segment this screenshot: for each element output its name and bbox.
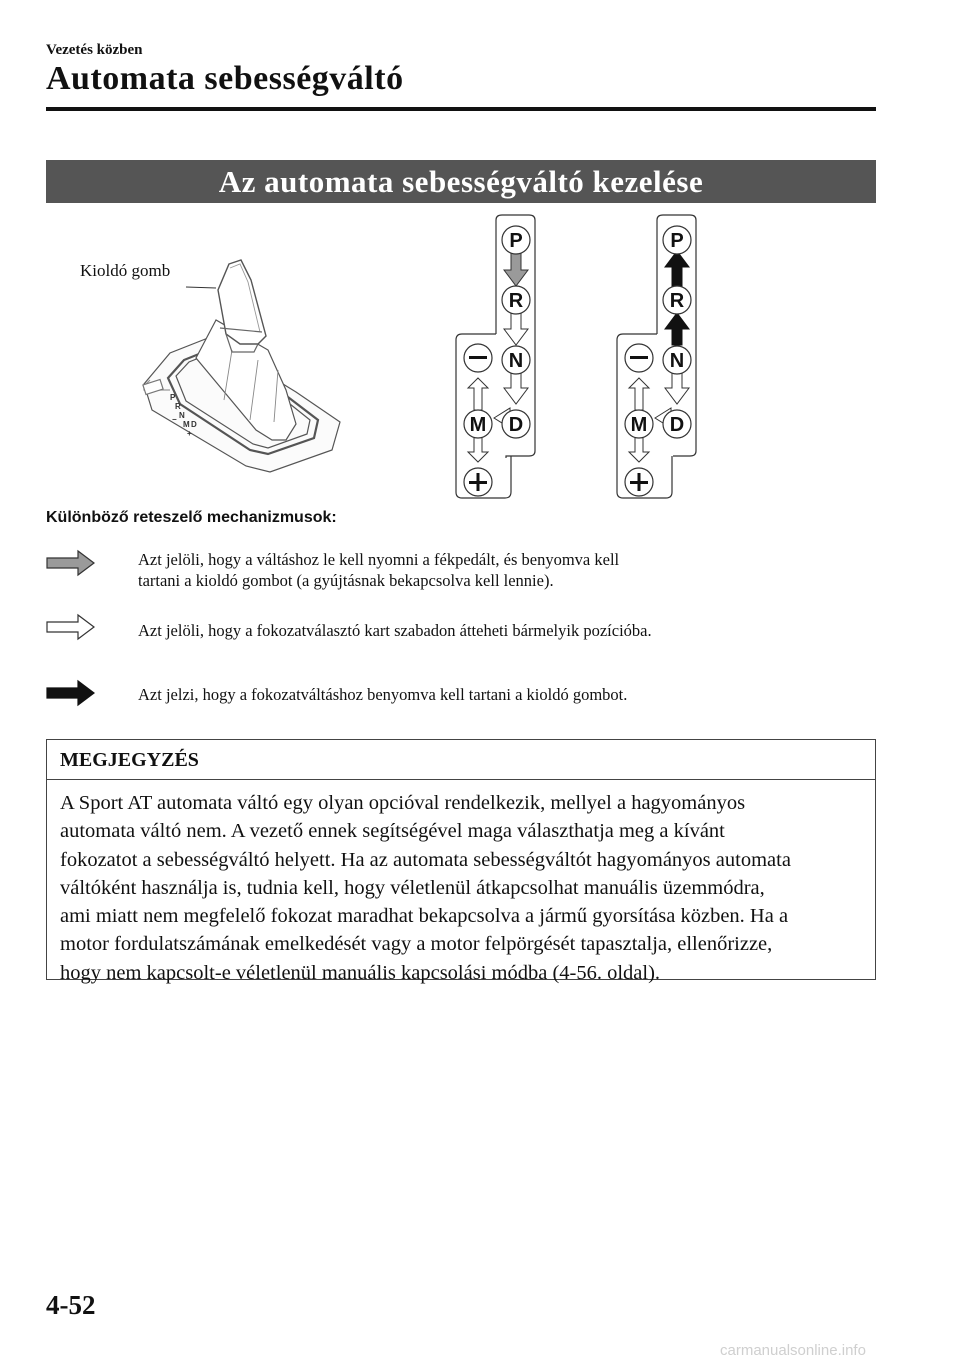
watermark: carmanualsonline.info — [720, 1342, 866, 1359]
page-title: Automata sebességváltó — [46, 60, 404, 97]
gate-letter-n: N — [669, 350, 685, 372]
page-number: 4-52 — [46, 1290, 96, 1320]
note-heading: MEGJEGYZÉS — [47, 740, 875, 780]
gate-letter-p: P — [509, 230, 523, 252]
outline-arrow — [504, 373, 528, 404]
title-rule — [46, 107, 876, 111]
note-line: motor fordulatszámának emelkedését vagy a motor felpörgését tapasztalja, ellenőrizze, — [60, 933, 773, 956]
section-kicker: Vezetés közben — [46, 42, 143, 58]
gate-letter-m: M — [630, 414, 648, 436]
section-banner: Az automata sebességváltó kezelése — [46, 160, 876, 203]
note-box — [46, 739, 876, 984]
black-arrow — [665, 251, 689, 286]
shifter-figure — [46, 210, 876, 510]
outline-arrow — [629, 436, 649, 462]
gate-letter-m: M — [469, 414, 487, 436]
note-line: ami miatt nem megfelelő fokozat maradhat bekapcsolva a jármű gyorsítása közben. Ha a — [60, 905, 789, 928]
gate-diagram-2 — [617, 215, 696, 498]
legend-item-black: Azt jelzi, hogy a fokozatváltáshoz benyomva kell tartani a kioldó gombot. — [138, 685, 628, 704]
note-line: automata váltó nem. A vezető ennek segítségével maga választhatja meg a kívánt — [60, 820, 725, 843]
gate-letter-r: R — [508, 290, 524, 312]
outline-arrow — [504, 313, 528, 345]
black-arrow — [665, 313, 689, 345]
legend-item-gray: Azt jelöli, hogy a váltáshoz le kell nyomni a fékpedált, és benyomva kell tartani a kioldó gombot (a gyújtásnak bekapcsolva kell lennie). — [138, 550, 620, 590]
gray-arrow-icon — [46, 548, 96, 578]
gate-diagram-1 — [456, 214, 535, 500]
plate-mark: − — [172, 415, 177, 424]
plate-mark: M — [183, 420, 190, 429]
outline-arrow-icon — [46, 612, 96, 642]
shift-lever-drawing — [143, 260, 340, 472]
plate-mark: N — [179, 411, 185, 420]
note-line: A Sport AT automata váltó egy olyan opcióval rendelkezik, mellyel a hagyományos — [60, 792, 746, 814]
gate-letter-d: D — [669, 414, 685, 436]
outline-arrow — [468, 378, 488, 410]
outline-arrow — [468, 436, 488, 462]
plate-mark: P — [170, 393, 176, 402]
outline-arrow — [665, 373, 689, 404]
gate-letter-d: D — [508, 414, 524, 436]
knob-label: Kioldó gomb — [80, 261, 171, 280]
shifter-illustration — [46, 210, 876, 510]
plate-mark: R — [175, 402, 181, 411]
minus-icon — [630, 356, 648, 359]
minus-icon — [469, 356, 487, 359]
note-line: fokozatot a sebességváltó helyett. Ha az automata sebességváltót hagyományos automata — [60, 848, 791, 871]
plate-mark: D — [191, 420, 197, 429]
outline-arrow — [629, 378, 649, 410]
black-arrow-icon — [46, 678, 96, 708]
gate-letter-n: N — [508, 350, 524, 372]
gate-letter-p: P — [670, 230, 684, 252]
gate-letter-r: R — [669, 290, 685, 312]
note-body — [47, 780, 875, 987]
gray-arrow — [504, 251, 528, 286]
plate-mark: + — [187, 429, 192, 438]
note-line: váltóként használja is, tudnia kell, hogy véletlenül átkapcsolhat manuális üzemmódra, — [60, 876, 765, 899]
legend-item-outline: Azt jelöli, hogy a fokozatválasztó kart szabadon átteheti bármelyik pozícióba. — [138, 621, 652, 640]
legend-heading: Különböző reteszelő mechanizmusok: — [46, 509, 337, 526]
note-line: hogy nem kapcsolt-e véletlenül manuális kapcsolási módba (4-56. oldal). — [60, 961, 661, 984]
